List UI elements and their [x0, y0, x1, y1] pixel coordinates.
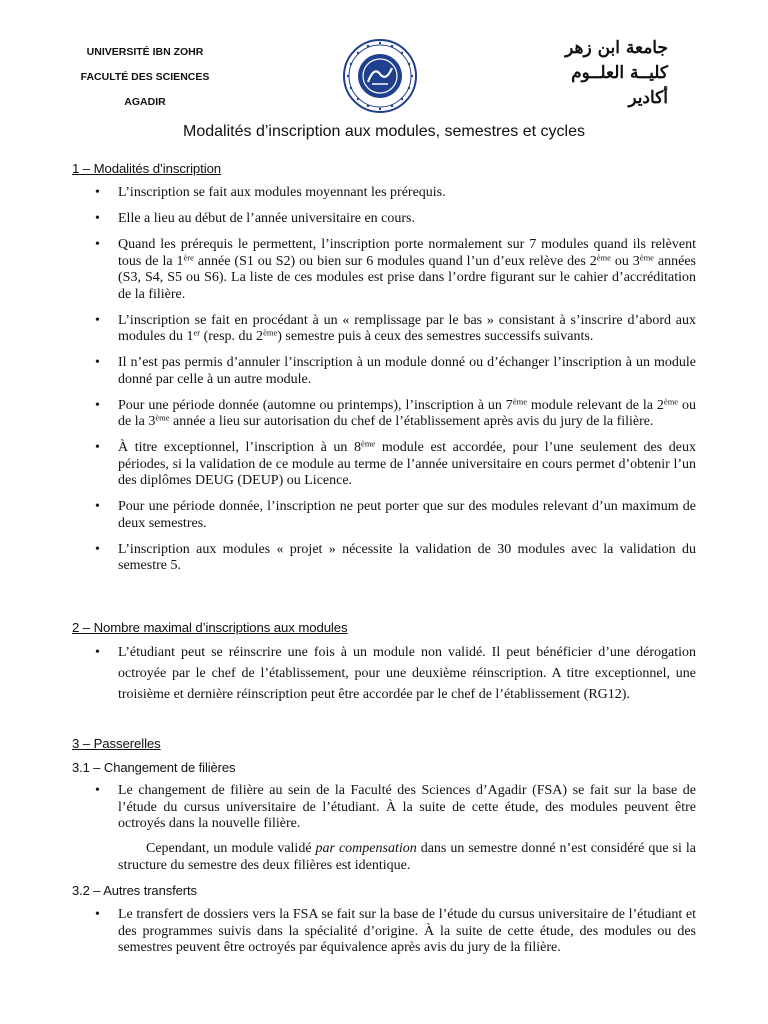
emphasis-text: par compensation: [315, 841, 417, 856]
superscript: ème: [663, 396, 679, 406]
superscript: ème: [361, 438, 376, 449]
superscript: ème: [512, 396, 527, 406]
section-heading-2: 2 – Nombre maximal d’inscriptions aux modules: [72, 620, 348, 635]
text-segment: module relevant de la 2: [526, 397, 664, 413]
section-3-1-list: [72, 783, 696, 842]
paragraph-text: dans un semestre donné n’est considéré que si la structure du semestre des deux filières est identique.: [118, 841, 696, 873]
text-segment: module est accordée, pour l’une seulement des deux périodes, si la validation de ce module au terme de l’année universitaire en cours permet d’obtenir l’un des diplômes DEUG (DEUP) ou Licence.: [118, 440, 697, 488]
list-item: [72, 313, 696, 346]
text-segment: Pour une période donnée (automne ou printemps), l’inscription à un 7: [118, 397, 513, 413]
list-item: • Le changement de filière au sein de la Faculté des Sciences d’Agadir (FSA) se fait sur la base de l’étude du cursus universitaire de l’étudiant. À la suite de cette étude, des modules peuvent être octroyés dans la nouvelle filière.: [72, 783, 696, 833]
text-segment: ) semestre puis à ceux des semestres successifs suivants.: [277, 329, 594, 344]
list-item: [72, 499, 696, 532]
text-segment: années (S3, S4, S5 ou S6). La liste de ces modules est prise dans l’ordre figurant sur le cahier d’accréditation de la filière.: [118, 253, 697, 302]
list-item: [72, 237, 696, 303]
section-2-list: [72, 642, 696, 715]
section-heading-1: 1 – Modalités d’inscription: [72, 161, 222, 176]
superscript: ème: [596, 252, 611, 262]
subsection-heading-3-1: 3.1 – Changement de filières: [72, 760, 236, 775]
text-segment: Il n’est pas permis d’annuler l’inscription à un module donné ou d’échanger l’inscription à un module donné par celle à un autre module.: [118, 355, 696, 387]
text-segment: À titre exceptionnel, l’inscription à un 8: [118, 440, 362, 455]
subsection-heading-3-2: 3.2 – Autres transferts: [72, 883, 197, 898]
text-segment: L’étudiant peut se réinscrire une fois à un module non validé. Il peut bénéficier d’une dérogation octroyée par le chef de l’établissement, pour une deuxième réinscription. A titre exceptionnel, une troisième et dernière réinscription peut être accordée par le chef de l’établissement (RG12).: [118, 645, 696, 702]
list-item: [72, 642, 696, 705]
university-seal-icon: [342, 38, 418, 114]
paragraph-text: Cependant, un module validé: [146, 841, 316, 856]
superscript: ère: [183, 252, 194, 262]
text-segment: (resp. du 2: [200, 329, 264, 344]
list-item: [72, 440, 696, 490]
university-name-arabic: [508, 36, 668, 111]
text-segment: Quand les prérequis le permettent, l’inscription porte normalement sur 7 modules quand ils relèvent tous de la 1: [118, 237, 696, 269]
list-item: [72, 355, 696, 388]
city-line: AGADIR: [124, 96, 166, 108]
superscript: ème: [155, 412, 170, 423]
list-item: [72, 398, 696, 431]
compensation-paragraph: [118, 841, 696, 874]
list-item: [72, 185, 696, 202]
list-item: [72, 211, 696, 228]
arabic-university-line: جامعة ابن زهر: [565, 38, 668, 58]
text-segment: année (S1 ou S2) ou bien sur 6 modules quand l’un d’eux relève des 2: [193, 253, 597, 269]
text-segment: L’inscription se fait en procédant à un « remplissage par le bas » consistant à s’inscrire d’abord aux modules du 1: [118, 312, 696, 344]
superscript: er: [193, 327, 201, 338]
text-segment: L’inscription se fait aux modules moyennant les prérequis.: [118, 185, 446, 200]
faculty-line: FACULTÉ DES SCIENCES: [80, 71, 210, 83]
list-item: • Le transfert de dossiers vers la FSA se fait sur la base de l’étude du cursus universitaire de l’étudiant et des programmes suivis dans la spécialité d’origine. À la suite de cette étude, des modules ou des semestres peuvent être octroyés par équivalence après avis du jury de la filière.: [72, 907, 696, 957]
text-segment: Pour une période donnée, l’inscription ne peut porter que sur des modules relevant d’un maximum de deux semestres.: [118, 499, 696, 531]
text-segment: année a lieu sur autorisation du chef de l’établissement après avis du jury de la filière.: [169, 414, 654, 429]
document-title: Modalités d’inscription aux modules, semestres et cycles: [183, 123, 585, 140]
text-segment: ou de la 3: [118, 397, 696, 429]
superscript: ème: [639, 252, 654, 262]
text-segment: ou 3: [610, 253, 640, 269]
university-name-french: [60, 40, 230, 115]
section-heading-3: 3 – Passerelles: [72, 736, 161, 751]
superscript: ème: [263, 327, 278, 338]
arabic-faculty-line: كليــة العلــوم: [571, 63, 668, 83]
section-1-list: [72, 185, 696, 584]
arabic-city-line: أكادير: [628, 88, 668, 108]
text-segment: L’inscription aux modules « projet » nécessite la validation de 30 modules avec la validation du semestre 5.: [118, 541, 696, 573]
section-3-2-list: [72, 907, 696, 966]
university-line: UNIVERSITÉ IBN ZOHR: [86, 46, 204, 58]
text-segment: Elle a lieu au début de l’année universitaire en cours.: [118, 211, 415, 226]
list-item: [72, 542, 696, 575]
